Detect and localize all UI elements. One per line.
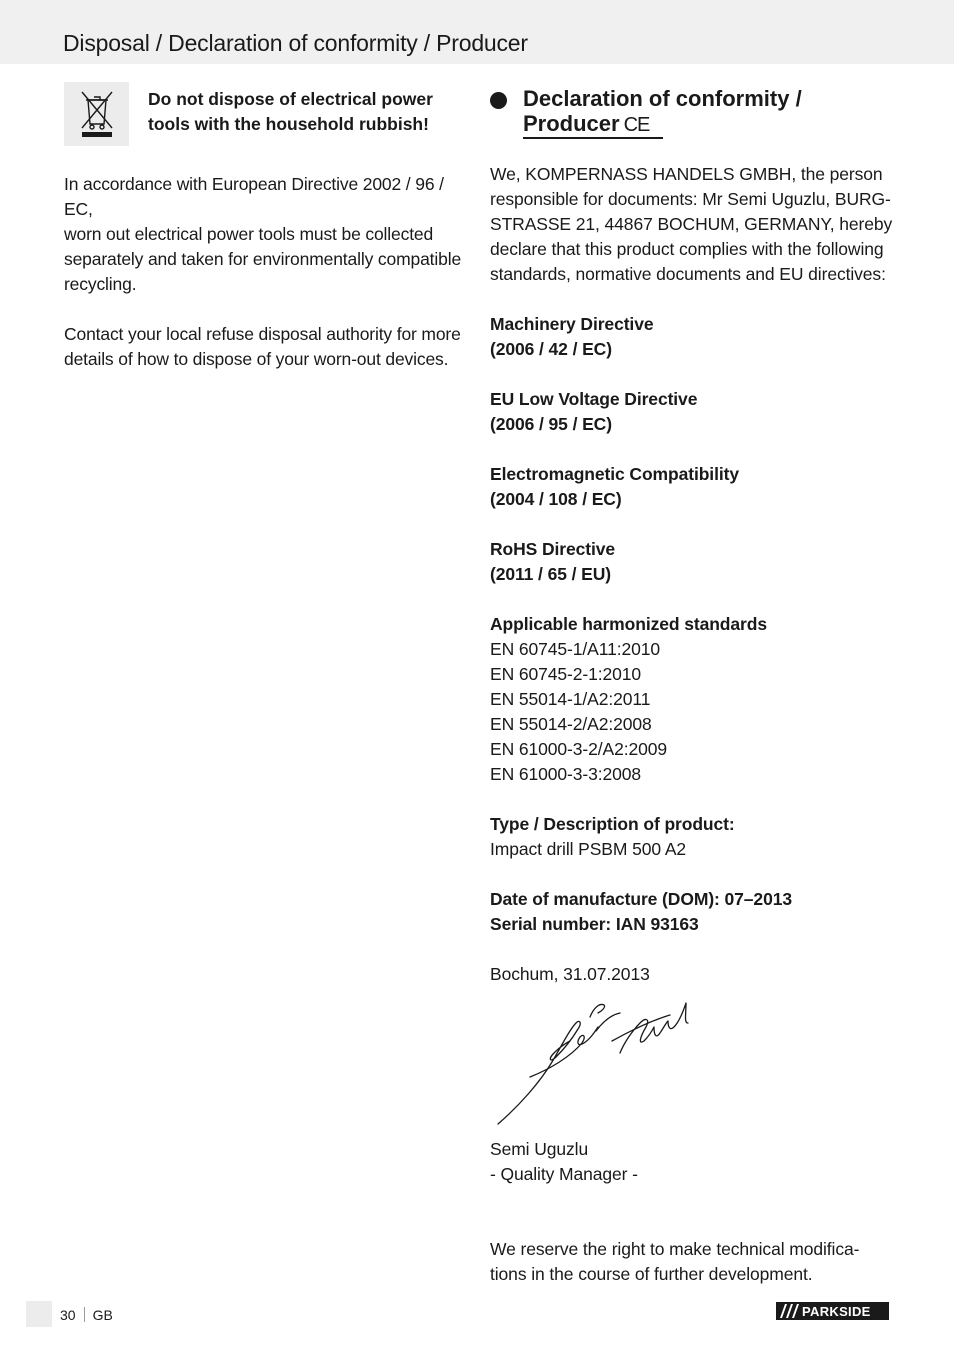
warning-line: tools with the household rubbish!	[148, 114, 429, 134]
section-title-line: Producer	[523, 111, 620, 136]
text-line: STRASSE 21, 44867 BOCHUM, GERMANY, hereby	[490, 214, 893, 234]
directive-paragraph	[64, 172, 464, 297]
signer-name: Semi Uguzlu	[490, 1139, 589, 1159]
place-date: Bochum, 31.07.2013	[490, 964, 650, 984]
signer-block	[490, 1137, 900, 1187]
date-of-manufacture: Date of manufacture (DOM): 07–2013	[490, 889, 792, 909]
signature-image	[490, 987, 900, 1137]
page-number-box	[26, 1301, 52, 1327]
heading-underline	[523, 137, 663, 139]
disposal-warning	[64, 82, 464, 146]
standard-item: EN 61000-3-3:2008	[490, 764, 642, 784]
directive-name: Electromagnetic Compatibility	[490, 464, 739, 484]
directive-code: (2011 / 65 / EU)	[490, 564, 611, 584]
text-line: declare that this product complies with the following	[490, 239, 884, 259]
standard-item: EN 55014-2/A2:2008	[490, 714, 652, 734]
text-line: worn out electrical power tools must be collected	[64, 224, 434, 244]
text-line: details of how to dispose of your worn-out devices.	[64, 349, 449, 369]
type-heading: Type / Description of product:	[490, 814, 735, 834]
language-code: GB	[92, 1307, 113, 1323]
directive-name: EU Low Voltage Directive	[490, 389, 698, 409]
directive-code: (2004 / 108 / EC)	[490, 489, 622, 509]
directive-name: Machinery Directive	[490, 314, 654, 334]
standard-item: EN 60745-2-1:2010	[490, 664, 642, 684]
signer-role: - Quality Manager -	[490, 1164, 638, 1184]
ce-mark-icon: CE	[623, 114, 650, 136]
warning-line: Do not dispose of electrical power	[148, 89, 433, 109]
directive-machinery	[490, 312, 900, 362]
section-heading	[490, 86, 900, 144]
directive-name: RoHS Directive	[490, 539, 616, 559]
text-line: In accordance with European Directive 2002 / 96 / EC,	[64, 174, 444, 219]
product-type	[490, 812, 900, 862]
text-line: recycling.	[64, 274, 137, 294]
directive-code: (2006 / 95 / EC)	[490, 414, 612, 434]
text-line: tions in the course of further development.	[490, 1264, 813, 1284]
standard-item: EN 55014-1/A2:2011	[490, 689, 651, 709]
serial-number: Serial number: IAN 93163	[490, 914, 699, 934]
parkside-logo	[776, 1302, 889, 1320]
standard-item: EN 61000-3-2/A2:2009	[490, 739, 668, 759]
section-title-line: Declaration of conformity /	[523, 86, 802, 111]
technical-modification-note	[490, 1237, 900, 1287]
text-line: We, KOMPERNASS HANDELS GMBH, the person	[490, 164, 883, 184]
contact-paragraph	[64, 322, 464, 372]
page-title: Disposal / Declaration of conformity / Producer	[63, 30, 528, 56]
directive-code: (2006 / 42 / EC)	[490, 339, 612, 359]
declaration-intro	[490, 162, 900, 287]
text-line: We reserve the right to make technical modifica-	[490, 1239, 860, 1259]
disposal-warning-text	[148, 87, 468, 137]
page-number: 30	[60, 1307, 76, 1323]
standard-item: EN 60745-1/A11:2010	[490, 639, 660, 659]
text-line: standards, normative documents and EU directives:	[490, 264, 886, 284]
directive-emc	[490, 462, 900, 512]
page-footer	[60, 1305, 113, 1325]
type-value: Impact drill PSBM 500 A2	[490, 839, 687, 859]
directive-low-voltage	[490, 387, 900, 437]
text-line: separately and taken for environmentally compatible	[64, 249, 462, 269]
harmonized-standards	[490, 612, 900, 787]
brand-name: PARKSIDE	[802, 1304, 871, 1319]
directive-rohs	[490, 537, 900, 587]
text-line: Contact your local refuse disposal authority for more	[64, 324, 461, 344]
weee-bin-icon	[64, 82, 129, 146]
standards-heading: Applicable harmonized standards	[490, 614, 767, 634]
manufacture-info	[490, 887, 900, 937]
bullet-icon	[490, 92, 507, 109]
left-column	[64, 82, 464, 372]
text-line: responsible for documents: Mr Semi Uguzlu, BURG-	[490, 189, 891, 209]
page-header	[0, 0, 954, 64]
right-column	[490, 86, 900, 1287]
